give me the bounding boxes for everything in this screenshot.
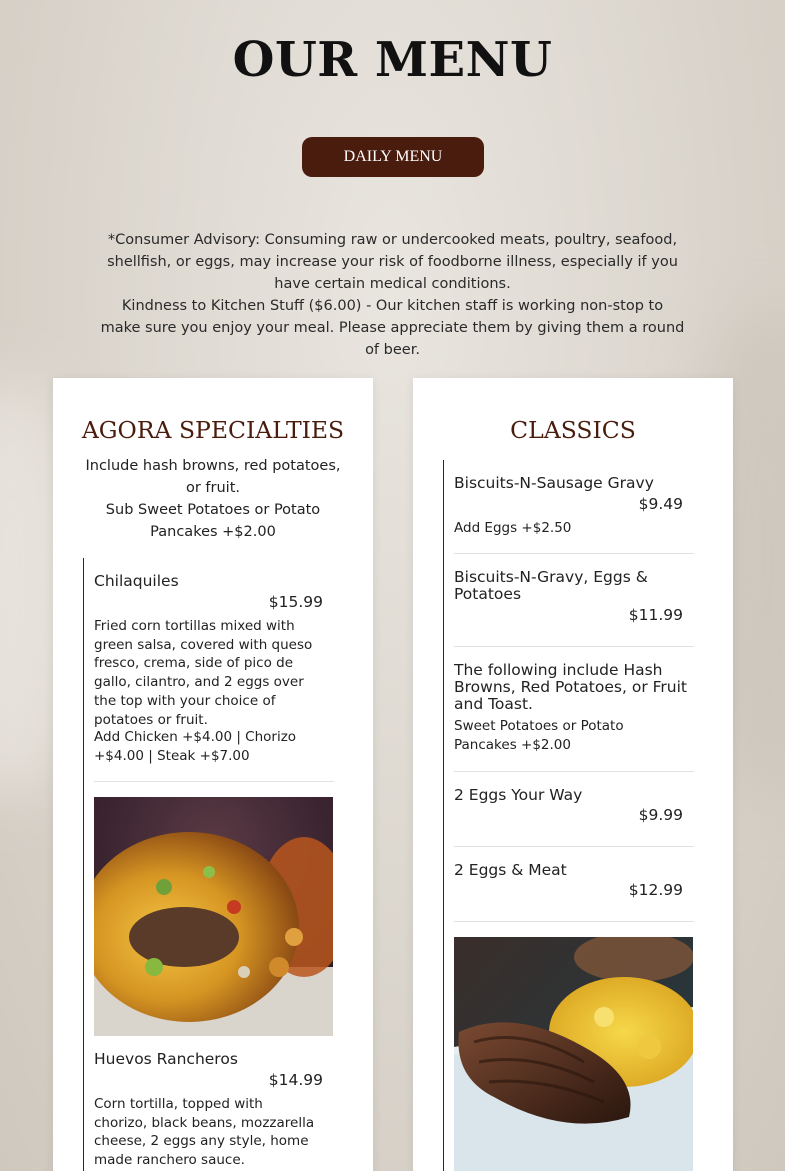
- steak-and-eggs-photo: [454, 937, 693, 1171]
- item-separator: [454, 553, 694, 554]
- menu-item-name: Biscuits-N-Sausage Gravy: [454, 474, 654, 492]
- menu-item-addons: Sweet Potatoes or Potato Pancakes +$2.00: [454, 718, 624, 753]
- menu-item-price: $11.99: [628, 606, 683, 624]
- item-separator: [94, 781, 334, 782]
- menu-item-name: The following include Hash Browns, Red Potatoes, or Fruit and Toast.: [454, 661, 687, 713]
- menu-item-name: 2 Eggs Your Way: [454, 786, 583, 804]
- menu-item-price: $14.99: [268, 1071, 323, 1089]
- menu-item-price: $15.99: [268, 593, 323, 611]
- advisory-text: *Consumer Advisory: Consuming raw or undercooked meats, poultry, seafood, shellfish, or eggs, may increase your risk of foodborne illness, especially if you have certain medical conditions.: [107, 232, 678, 292]
- section-title: AGORA SPECIALTIES: [81, 416, 345, 444]
- menu-item-name: 2 Eggs & Meat: [454, 861, 567, 879]
- agora-specialties-card: [53, 378, 373, 1171]
- chilaquiles-photo: [94, 797, 333, 1036]
- menu-item-price: $12.99: [628, 881, 683, 899]
- menu-item-description: Fried corn tortillas mixed with green salsa, covered with queso fresco, crema, side of pico de gallo, cilantro, and 2 eggs over the top with your choice of potatoes or fruit.: [94, 618, 313, 728]
- item-separator: [454, 646, 694, 647]
- menu-item-price: $9.49: [638, 495, 683, 513]
- kitchen-tip-text: Kindness to Kitchen Stuff ($6.00) - Our kitchen staff is working non-stop to make sure you enjoy your meal. Please appreciate them by giving them a round of beer.: [100, 298, 685, 358]
- menu-item-addons: Add Chicken +$4.00 | Chorizo +$4.00 | Steak +$7.00: [94, 729, 297, 764]
- consumer-advisory: [100, 229, 685, 361]
- section-title: CLASSICS: [510, 416, 636, 444]
- menu-item-description: Corn tortilla, topped with chorizo, black beans, mozzarella cheese, 2 eggs any style, home made ranchero sauce.: [94, 1096, 315, 1169]
- daily-menu-button[interactable]: DAILY MENU: [302, 137, 484, 177]
- item-separator: [454, 771, 694, 772]
- menu-item-price: $9.99: [638, 806, 683, 824]
- page-title: OUR MENU: [232, 32, 553, 88]
- menu-item-name: Huevos Rancheros: [94, 1050, 238, 1068]
- section-note: Sub Sweet Potatoes or Potato Pancakes +$2.00: [105, 502, 321, 540]
- menu-item-name: Biscuits-N-Gravy, Eggs & Potatoes: [454, 568, 648, 603]
- section-note: Include hash browns, red potatoes, or fruit.: [85, 458, 341, 496]
- menu-item-addons: Add Eggs +$2.50: [454, 520, 572, 536]
- classics-card: [413, 378, 733, 1171]
- menu-item-name: Chilaquiles: [94, 572, 179, 590]
- section-divider-line: [83, 558, 84, 1171]
- item-separator: [454, 921, 694, 922]
- section-divider-line: [443, 460, 444, 1171]
- item-separator: [454, 846, 694, 847]
